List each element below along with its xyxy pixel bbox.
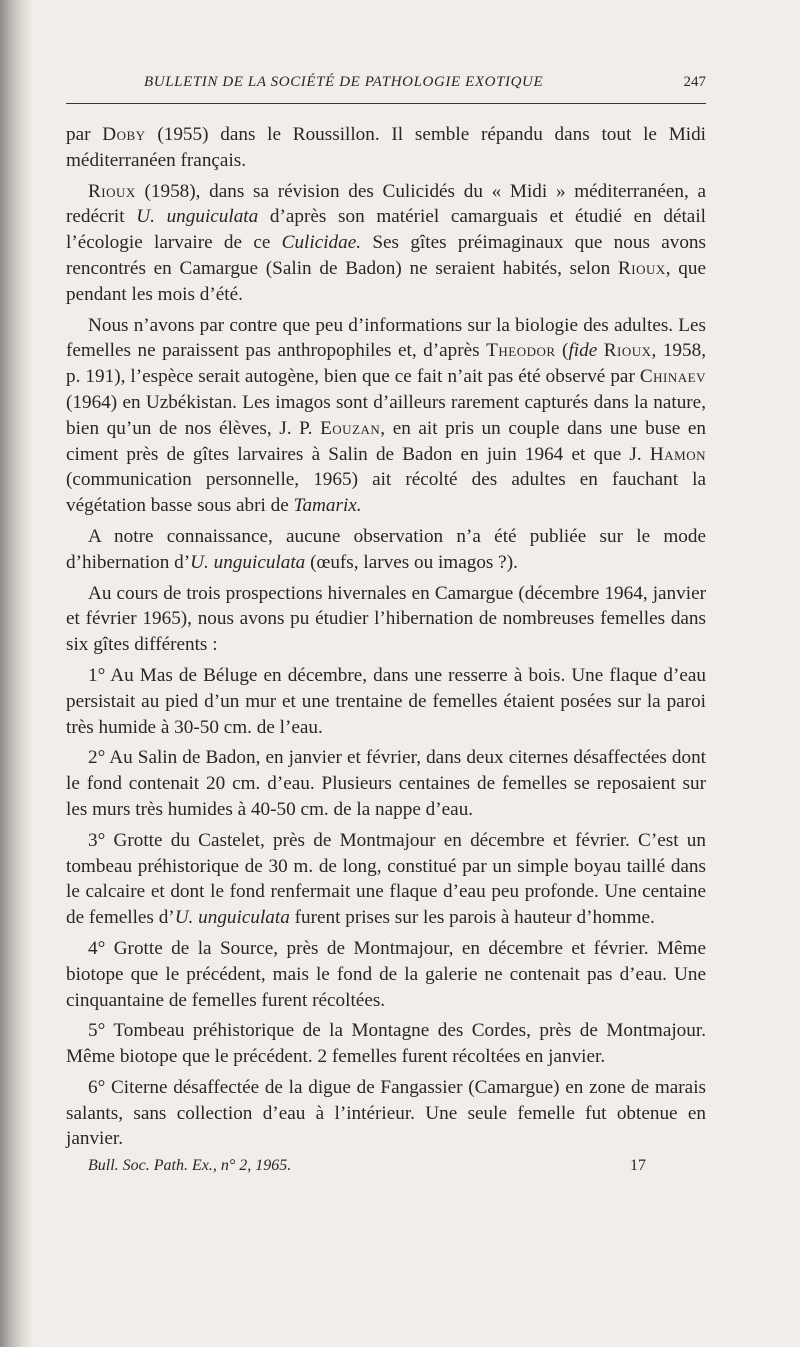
paragraph-5: Au cours de trois prospections hivernales en Camargue (décembre 1964, janvier et février 1965), nous avons pu étudier l’hibernation de nombreuses femelles dans six gîtes différents : [66,582,706,656]
book-gutter-shadow [0,0,34,1347]
running-title: BULLETIN DE LA SOCIÉTÉ DE PATHOLOGIE EXOTIQUE [144,74,544,90]
paragraph-11: 6° Citerne désaffectée de la digue de Fangassier (Camargue) en zone de marais salants, sans collection d’eau à l’intérieur. Une seule femelle fut obtenue en janvier. [66,1076,706,1150]
paragraph-9: 4° Grotte de la Source, près de Montmajour, en décembre et février. Même biotope que le précédent, mais le fond de la galerie ne contenait pas d’eau. Une cinquantaine de femelles furent récoltées. [66,937,706,1011]
paragraph-2: Rioux (1958), dans sa révision des Culicidés du « Midi » méditerranéen, a redécrit U. unguiculata d’après son matériel camarguais et étudié en détail l’écologie larvaire de ce Culicidae. Ses gîtes préimaginaux que nous avons rencontrés en Camargue (Salin de Badon) ne seraient habités, selon Rioux, que pendant les mois d’été. [66,180,706,305]
paragraph-1: par Doby (1955) dans le Roussillon. Il semble répandu dans tout le Midi méditerranéen français. [66,124,707,171]
paragraph-7: 2° Au Salin de Badon, en janvier et février, dans deux citernes désaffectées dont le fond contenait 20 cm. d’eau. Plusieurs centaines de femelles se reposaient sur les murs très humides à 40-50 cm. de la nappe d’eau. [66,747,706,820]
paragraph-8: 3° Grotte du Castelet, près de Montmajour en décembre et février. C’est un tombeau préhistorique de 30 m. de long, constitué par un simple boyau taillé dans le calcaire et dont le fond renfermait une flaque d’eau peu profonde. Une centaine de femelles d’U. unguiculata furent prises sur les parois à hauteur d’homme. [66,829,706,929]
running-header [66,74,706,91]
signature-number: 17 [630,1157,646,1175]
document-page [66,74,706,1175]
journal-citation: Bull. Soc. Path. Ex., n° 2, 1965. [88,1157,292,1175]
page-number: 247 [683,74,706,90]
paragraph-6: 1° Au Mas de Béluge en décembre, dans une resserre à bois. Une flaque d’eau persistait au pied d’un mur et une trentaine de femelles étaient posées sur la paroi très humide à 30-50 cm. de l’eau. [66,664,706,738]
body-text [66,122,706,1152]
paragraph-4: A notre connaissance, aucune observation n’a été publiée sur le mode d’hibernation d’U. unguiculata (œufs, larves ou imagos ?). [66,525,706,573]
header-rule [66,103,706,104]
paragraph-3: Nous n’avons par contre que peu d’informations sur la biologie des adultes. Les femelles ne paraissent pas anthropophiles et, d’après Theodor (fide Rioux, 1958, p. 191), l’espèce serait autogène, bien que ce fait n’ait pas été observé par Chinaev (1964) en Uzbékistan. Les imagos sont d’ailleurs rarement capturés dans la nature, bien qu’un de nos élèves, J. P. Eouzan, en ait pris un couple dans une buse en ciment près de gîtes larvaires à Salin de Badon en juin 1964 et que J. Hamon (communication personnelle, 1965) ait récolté des adultes en fauchant la végétation basse sous abri de Tamarix. [66,314,707,517]
page-footer [66,1157,706,1175]
paragraph-10: 5° Tombeau préhistorique de la Montagne des Cordes, près de Montmajour. Même biotope que le précédent. 2 femelles furent récoltées en janvier. [66,1020,706,1068]
